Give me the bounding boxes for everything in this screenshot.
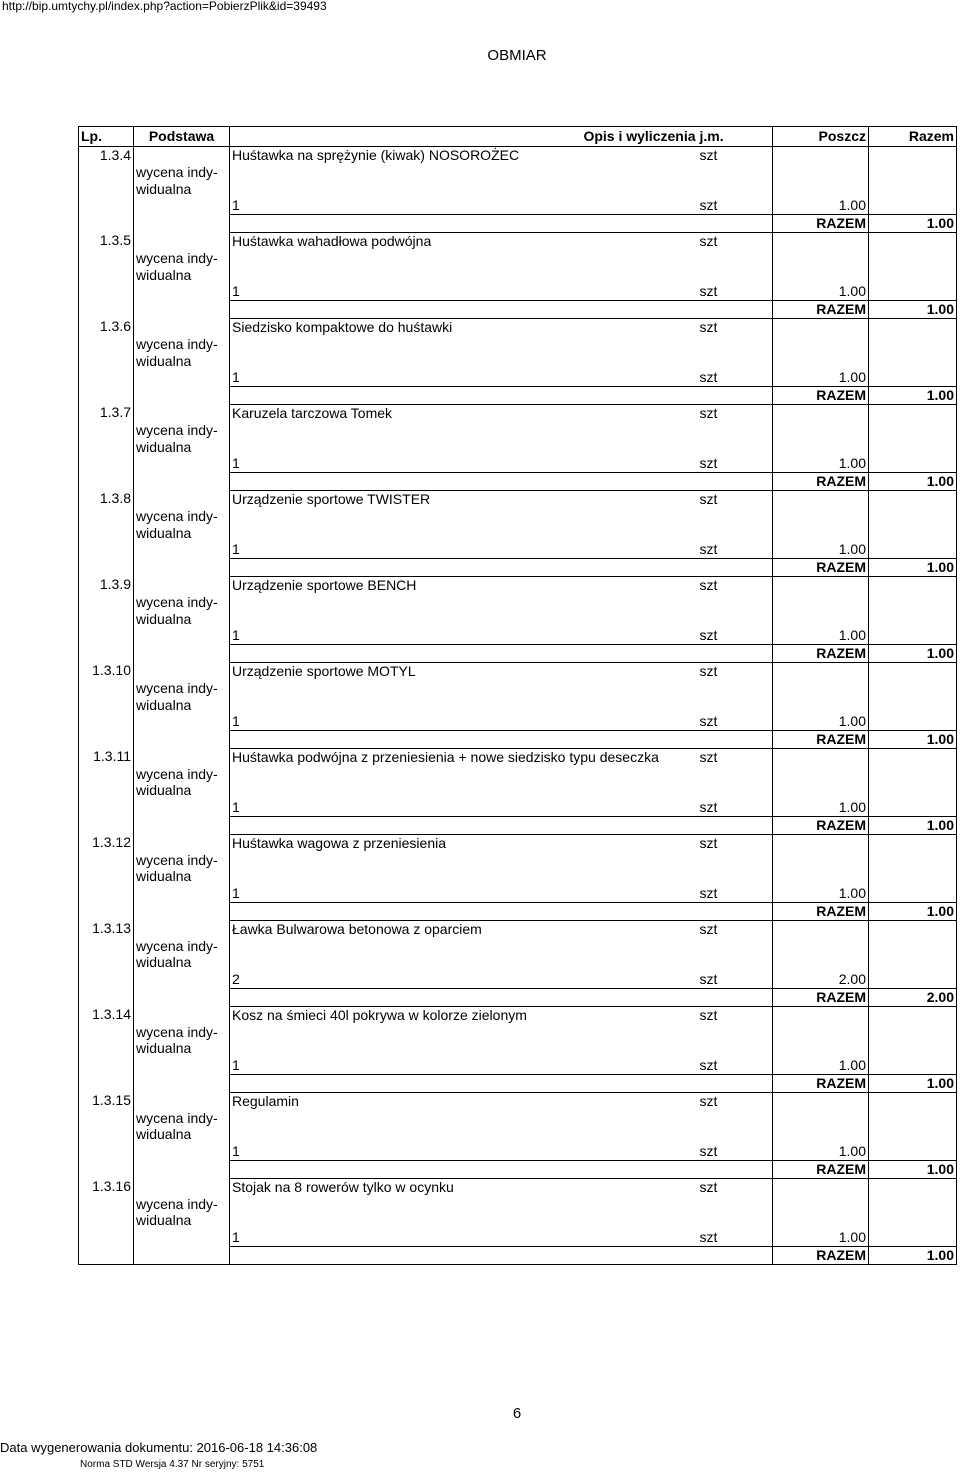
item-podstawa <box>134 1092 230 1109</box>
item-description: Urządzenie sportowe BENCH <box>230 576 698 593</box>
item-basis-line2: widualna <box>134 525 230 542</box>
item-poszcz-value: 1.00 <box>773 541 869 558</box>
item-calculation: 1 <box>230 799 698 816</box>
item-total-row <box>79 1161 957 1179</box>
item-lp: 1.3.6 <box>79 318 134 335</box>
item-unit: szt <box>699 1092 718 1109</box>
item-row-basis2 <box>79 868 957 885</box>
item-basis-line2: widualna <box>134 267 230 284</box>
item-lp: 1.3.4 <box>79 147 134 164</box>
item-description: Kosz na śmieci 40l pokrywa w kolorze zielonym <box>230 1006 698 1023</box>
item-row-basis <box>79 164 957 181</box>
item-description: Huśtawka na sprężynie (kiwak) NOSOROŻEC <box>230 147 698 164</box>
item-podstawa <box>134 748 230 765</box>
item-total-row <box>79 559 957 577</box>
item-podstawa <box>134 1006 230 1023</box>
item-basis-line1: wycena indy- <box>134 422 230 439</box>
item-basis-line2: widualna <box>134 439 230 456</box>
item-description: Huśtawka wagowa z przeniesienia <box>230 834 698 851</box>
item-basis-line2: widualna <box>134 954 230 971</box>
item-lp: 1.3.11 <box>79 748 134 765</box>
item-calculation-row <box>79 283 957 300</box>
item-basis-line2: widualna <box>134 697 230 714</box>
item-total-row <box>79 731 957 749</box>
item-row-basis <box>79 852 957 869</box>
item-unit: szt <box>699 404 718 421</box>
item-row-basis <box>79 938 957 955</box>
item-total-label: RAZEM <box>773 989 869 1007</box>
item-basis-line2: widualna <box>134 353 230 370</box>
item-basis-line1: wycena indy- <box>134 938 230 955</box>
item-basis-line1: wycena indy- <box>134 680 230 697</box>
item-basis-line1: wycena indy- <box>134 336 230 353</box>
item-row-basis <box>79 336 957 353</box>
item-poszcz-value: 1.00 <box>773 627 869 644</box>
item-row <box>79 920 957 937</box>
item-description: Stojak na 8 rowerów tylko w ocynku <box>230 1178 698 1195</box>
item-row-basis2 <box>79 525 957 542</box>
item-row-basis <box>79 1024 957 1041</box>
item-basis-line2: widualna <box>134 1212 230 1229</box>
item-row-basis2 <box>79 267 957 284</box>
item-basis-line1: wycena indy- <box>134 852 230 869</box>
item-basis-line1: wycena indy- <box>134 1110 230 1127</box>
item-row <box>79 147 957 164</box>
header-jm: j.m. <box>698 127 773 147</box>
item-podstawa <box>134 147 230 164</box>
item-calc-unit: szt <box>699 455 718 472</box>
item-calculation-row <box>79 1057 957 1074</box>
item-total-value: 1.00 <box>869 215 957 233</box>
page-number: 6 <box>512 1405 522 1422</box>
item-podstawa <box>134 318 230 335</box>
item-row-basis <box>79 680 957 697</box>
item-basis-line1: wycena indy- <box>134 164 230 181</box>
item-basis-line2: widualna <box>134 868 230 885</box>
item-poszcz-value: 1.00 <box>773 369 869 386</box>
item-row <box>79 318 957 335</box>
item-unit: szt <box>699 1006 718 1023</box>
item-basis-line1: wycena indy- <box>134 250 230 267</box>
item-total-row <box>79 989 957 1007</box>
item-poszcz-value: 1.00 <box>773 283 869 300</box>
item-row-basis <box>79 422 957 439</box>
item-description: Karuzela tarczowa Tomek <box>230 404 698 421</box>
item-calc-unit: szt <box>699 627 718 644</box>
item-basis-line1: wycena indy- <box>134 1024 230 1041</box>
item-row-basis2 <box>79 1126 957 1143</box>
item-total-value: 1.00 <box>869 301 957 319</box>
item-total-row <box>79 817 957 835</box>
item-row <box>79 1178 957 1195</box>
item-poszcz-value: 1.00 <box>773 1057 869 1074</box>
item-description: Regulamin <box>230 1092 698 1109</box>
item-description: Huśtawka podwójna z przeniesienia + nowe siedzisko typu deseczka <box>230 748 698 765</box>
header-podstawa: Podstawa <box>134 127 230 147</box>
item-total-label: RAZEM <box>773 903 869 921</box>
item-lp: 1.3.10 <box>79 662 134 679</box>
item-unit: szt <box>699 232 718 249</box>
item-podstawa <box>134 576 230 593</box>
item-lp: 1.3.9 <box>79 576 134 593</box>
item-row <box>79 232 957 249</box>
header-lp: Lp. <box>79 127 134 147</box>
item-row-basis <box>79 1110 957 1127</box>
item-calc-unit: szt <box>699 197 718 214</box>
item-podstawa <box>134 404 230 421</box>
table-body <box>79 147 957 1265</box>
header-poszcz: Poszcz <box>773 127 869 147</box>
item-total-value: 1.00 <box>869 559 957 577</box>
item-basis-line2: widualna <box>134 1126 230 1143</box>
item-podstawa <box>134 232 230 249</box>
item-calculation: 1 <box>230 885 698 902</box>
item-row-basis2 <box>79 697 957 714</box>
item-total-label: RAZEM <box>773 559 869 577</box>
item-lp: 1.3.12 <box>79 834 134 851</box>
item-row-basis <box>79 250 957 267</box>
item-total-value: 1.00 <box>869 1075 957 1093</box>
item-calc-unit: szt <box>699 1057 718 1074</box>
item-poszcz-value: 2.00 <box>773 971 869 988</box>
item-lp: 1.3.16 <box>79 1178 134 1195</box>
item-calc-unit: szt <box>699 799 718 816</box>
item-total-label: RAZEM <box>773 473 869 491</box>
item-total-label: RAZEM <box>773 1075 869 1093</box>
table-header-row <box>79 127 957 147</box>
item-row-basis2 <box>79 782 957 799</box>
item-calc-unit: szt <box>699 541 718 558</box>
item-lp: 1.3.15 <box>79 1092 134 1109</box>
item-poszcz-value: 1.00 <box>773 1229 869 1246</box>
item-total-row <box>79 215 957 233</box>
item-calculation: 1 <box>230 283 698 300</box>
item-calculation-row <box>79 885 957 902</box>
item-lp: 1.3.7 <box>79 404 134 421</box>
item-calculation-row <box>79 627 957 644</box>
item-row <box>79 748 957 765</box>
item-total-value: 2.00 <box>869 989 957 1007</box>
item-calculation-row <box>79 713 957 730</box>
item-total-row <box>79 387 957 405</box>
item-row <box>79 1006 957 1023</box>
item-calculation: 1 <box>230 369 698 386</box>
item-row <box>79 1092 957 1109</box>
item-calc-unit: szt <box>699 369 718 386</box>
item-poszcz-value: 1.00 <box>773 197 869 214</box>
item-calc-unit: szt <box>699 971 718 988</box>
item-poszcz-value: 1.00 <box>773 455 869 472</box>
item-row <box>79 662 957 679</box>
item-calculation-row <box>79 541 957 558</box>
item-row-basis <box>79 594 957 611</box>
item-unit: szt <box>699 1178 718 1195</box>
item-unit: szt <box>699 318 718 335</box>
item-unit: szt <box>699 662 718 679</box>
item-podstawa <box>134 920 230 937</box>
item-poszcz-value: 1.00 <box>773 1143 869 1160</box>
item-lp: 1.3.8 <box>79 490 134 507</box>
item-total-label: RAZEM <box>773 301 869 319</box>
item-description: Siedzisko kompaktowe do huśtawki <box>230 318 698 335</box>
item-calculation: 2 <box>230 971 698 988</box>
item-description: Huśtawka wahadłowa podwójna <box>230 232 698 249</box>
item-total-row <box>79 473 957 491</box>
item-total-label: RAZEM <box>773 1247 869 1265</box>
item-calc-unit: szt <box>699 1143 718 1160</box>
item-row-basis2 <box>79 611 957 628</box>
item-calculation: 1 <box>230 1229 698 1246</box>
item-total-value: 1.00 <box>869 817 957 835</box>
item-row-basis2 <box>79 954 957 971</box>
item-lp: 1.3.5 <box>79 232 134 249</box>
item-calculation-row <box>79 799 957 816</box>
item-podstawa <box>134 662 230 679</box>
item-calculation: 1 <box>230 627 698 644</box>
item-calculation-row <box>79 455 957 472</box>
footer-generated-date: Data wygenerowania dokumentu: 2016-06-18 14:36:08 <box>0 1440 318 1455</box>
item-unit: szt <box>699 748 718 765</box>
item-calculation-row <box>79 197 957 214</box>
item-poszcz-value: 1.00 <box>773 799 869 816</box>
item-unit: szt <box>699 490 718 507</box>
item-calculation-row <box>79 1229 957 1246</box>
item-lp: 1.3.13 <box>79 920 134 937</box>
item-total-label: RAZEM <box>773 1161 869 1179</box>
item-total-label: RAZEM <box>773 731 869 749</box>
item-calculation-row <box>79 971 957 988</box>
item-calculation-row <box>79 1143 957 1160</box>
item-total-value: 1.00 <box>869 1247 957 1265</box>
header-opis: Opis i wyliczenia <box>230 127 698 147</box>
item-total-row <box>79 903 957 921</box>
item-unit: szt <box>699 834 718 851</box>
item-total-value: 1.00 <box>869 1161 957 1179</box>
item-unit: szt <box>699 576 718 593</box>
item-total-value: 1.00 <box>869 731 957 749</box>
item-basis-line1: wycena indy- <box>134 766 230 783</box>
header-razem: Razem <box>869 127 957 147</box>
item-row-basis2 <box>79 439 957 456</box>
item-total-row <box>79 1247 957 1265</box>
item-calculation: 1 <box>230 455 698 472</box>
item-calculation: 1 <box>230 713 698 730</box>
item-row <box>79 490 957 507</box>
item-total-row <box>79 301 957 319</box>
item-basis-line2: widualna <box>134 782 230 799</box>
item-row-basis <box>79 766 957 783</box>
item-calc-unit: szt <box>699 1229 718 1246</box>
item-unit: szt <box>699 920 718 937</box>
item-description: Urządzenie sportowe MOTYL <box>230 662 698 679</box>
item-calculation: 1 <box>230 1057 698 1074</box>
item-row-basis2 <box>79 353 957 370</box>
measurement-table <box>78 126 957 1265</box>
item-row-basis2 <box>79 1040 957 1057</box>
footer-software-info: Norma STD Wersja 4.37 Nr seryjny: 5751 <box>80 1459 265 1470</box>
item-basis-line2: widualna <box>134 611 230 628</box>
item-calc-unit: szt <box>699 713 718 730</box>
item-podstawa <box>134 490 230 507</box>
page-title: OBMIAR <box>487 47 547 64</box>
item-total-value: 1.00 <box>869 645 957 663</box>
item-total-label: RAZEM <box>773 645 869 663</box>
item-total-label: RAZEM <box>773 817 869 835</box>
item-calculation: 1 <box>230 1143 698 1160</box>
item-total-value: 1.00 <box>869 473 957 491</box>
item-basis-line1: wycena indy- <box>134 508 230 525</box>
item-podstawa <box>134 834 230 851</box>
item-basis-line1: wycena indy- <box>134 1196 230 1213</box>
item-total-value: 1.00 <box>869 387 957 405</box>
item-total-label: RAZEM <box>773 215 869 233</box>
item-row-basis2 <box>79 181 957 198</box>
item-row <box>79 834 957 851</box>
item-description: Ławka Bulwarowa betonowa z oparciem <box>230 920 698 937</box>
item-calculation: 1 <box>230 197 698 214</box>
item-calculation: 1 <box>230 541 698 558</box>
item-basis-line1: wycena indy- <box>134 594 230 611</box>
item-row-basis <box>79 508 957 525</box>
item-lp: 1.3.14 <box>79 1006 134 1023</box>
item-podstawa <box>134 1178 230 1195</box>
item-row-basis2 <box>79 1212 957 1229</box>
item-poszcz-value: 1.00 <box>773 713 869 730</box>
item-total-row <box>79 645 957 663</box>
item-calc-unit: szt <box>699 885 718 902</box>
item-basis-line2: widualna <box>134 1040 230 1057</box>
browser-url: http://bip.umtychy.pl/index.php?action=PobierzPlik&id=39493 <box>2 0 327 13</box>
item-row <box>79 404 957 421</box>
item-total-row <box>79 1075 957 1093</box>
item-poszcz-value: 1.00 <box>773 885 869 902</box>
item-row <box>79 576 957 593</box>
item-description: Urządzenie sportowe TWISTER <box>230 490 698 507</box>
item-unit: szt <box>699 147 718 163</box>
item-calculation-row <box>79 369 957 386</box>
item-calc-unit: szt <box>699 283 718 300</box>
item-row-basis <box>79 1196 957 1213</box>
item-basis-line2: widualna <box>134 181 230 198</box>
item-total-label: RAZEM <box>773 387 869 405</box>
item-total-value: 1.00 <box>869 903 957 921</box>
